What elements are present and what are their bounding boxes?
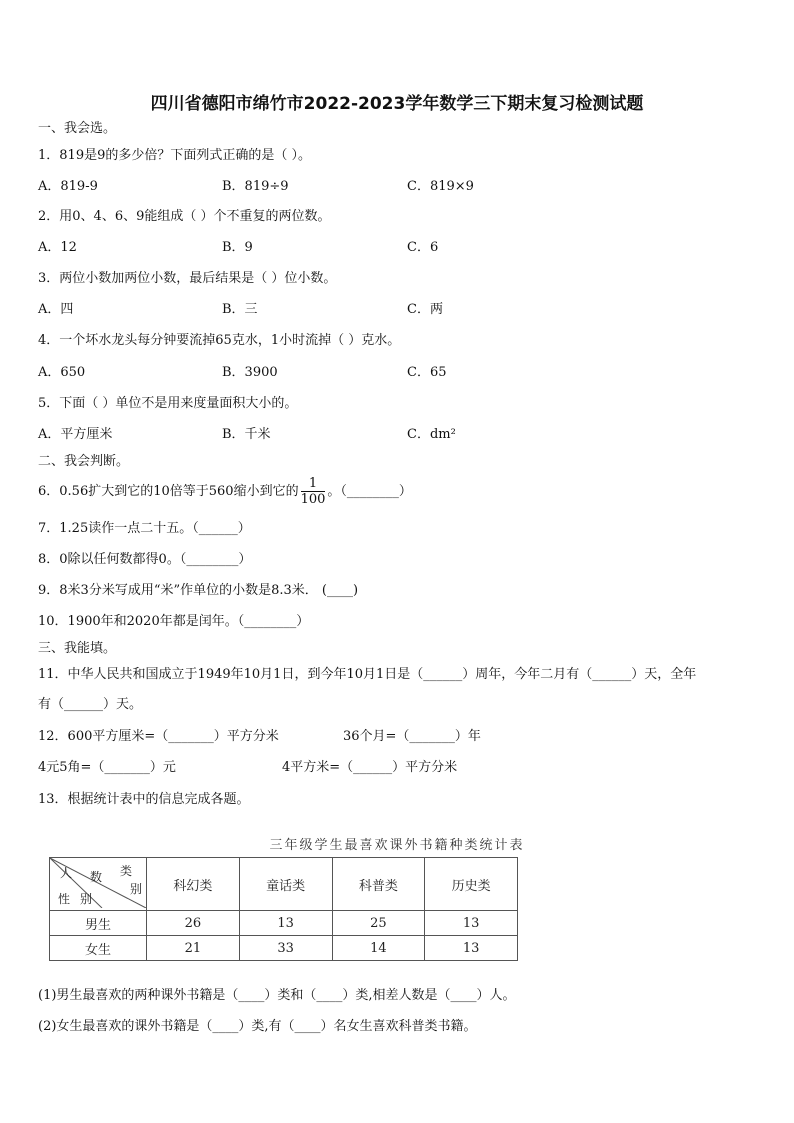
fraction-denominator: 100 <box>300 492 326 507</box>
fraction <box>301 476 326 507</box>
table-cell: 21 <box>147 936 240 961</box>
q6-text: 6．0.56扩大到它的10倍等于560缩小到它的 <box>38 484 299 499</box>
question-10: 10．1900年和2020年都是闰年。（________） <box>38 614 310 629</box>
diag-label-gender: 性 <box>58 892 71 906</box>
question-8: 8．0除以任何数都得0。（________） <box>38 552 252 567</box>
question-12-part2: 36个月=（_______）年 <box>343 729 481 744</box>
question-1: 1．819是9的多少倍？下面列式正确的是（ ）。 <box>38 148 311 163</box>
diag-label-type-suffix: 别 <box>130 882 143 896</box>
statistics-table <box>49 857 518 961</box>
page-title: 四川省德阳市绵竹市2022-2023学年数学三下期末复习检测试题 <box>150 94 644 114</box>
diag-label-gender-suffix: 别 <box>80 892 93 906</box>
q4-option-c: C．65 <box>407 365 447 380</box>
q2-option-a: A．12 <box>38 240 77 255</box>
column-header: 童话类 <box>239 858 332 911</box>
section-heading-fill: 三、我能填。 <box>38 641 117 656</box>
question-3: 3．两位小数加两位小数，最后结果是（ ）位小数。 <box>38 271 337 286</box>
q4-option-b: B．3900 <box>222 365 278 380</box>
question-7: 7．1.25读作一点二十五。（______） <box>38 521 251 536</box>
diagonal-header-cell <box>50 858 147 911</box>
question-11-line2: 有（______）天。 <box>38 697 143 712</box>
table-cell: 26 <box>147 911 240 936</box>
q6-answer-blank: 。（________） <box>327 484 412 499</box>
diag-label-type: 类 <box>120 864 133 878</box>
diag-label-person: 人 <box>60 866 73 880</box>
q5-option-a: A．平方厘米 <box>38 427 113 442</box>
question-12-part3: 4元5角=（_______）元 <box>38 760 176 775</box>
q2-option-c: C．6 <box>407 240 439 255</box>
table-cell: 33 <box>239 936 332 961</box>
table-cell: 14 <box>332 936 425 961</box>
column-header: 科幻类 <box>147 858 240 911</box>
q1-option-a: A．819-9 <box>38 179 98 194</box>
question-13: 13．根据统计表中的信息完成各题。 <box>38 792 250 807</box>
diag-label-count: 数 <box>90 870 103 884</box>
table-row <box>50 936 518 961</box>
q5-option-c: C．dm² <box>407 427 456 442</box>
fraction-numerator: 1 <box>301 476 326 492</box>
question-13-sub1: (1)男生最喜欢的两种课外书籍是（____）类和（____）类,相差人数是（____）人。 <box>38 988 516 1003</box>
column-header: 历史类 <box>425 858 518 911</box>
table-caption: 三年级学生最喜欢课外书籍种类统计表 <box>269 838 525 853</box>
table-row <box>50 911 518 936</box>
q4-option-a: A．650 <box>38 365 86 380</box>
q3-option-a: A．四 <box>38 302 74 317</box>
q1-option-b: B．819÷9 <box>222 179 289 194</box>
q5-option-b: B．千米 <box>222 427 271 442</box>
column-header: 科普类 <box>332 858 425 911</box>
table-cell: 13 <box>425 936 518 961</box>
row-label: 女生 <box>50 936 147 961</box>
q3-option-c: C．两 <box>407 302 443 317</box>
table-cell: 13 <box>425 911 518 936</box>
question-12-part1: 12．600平方厘米=（_______）平方分米 <box>38 729 279 744</box>
section-heading-choice: 一、我会选。 <box>38 121 117 136</box>
question-6 <box>38 474 412 510</box>
table-cell: 13 <box>239 911 332 936</box>
question-13-sub2: (2)女生最喜欢的课外书籍是（____）类,有（____）名女生喜欢科普类书籍。 <box>38 1019 477 1034</box>
question-5: 5．下面（ ）单位不是用来度量面积大小的。 <box>38 396 298 411</box>
question-4: 4．一个坏水龙头每分钟要流掉65克水，1小时流掉（ ）克水。 <box>38 333 401 348</box>
question-2: 2．用0、4、6、9能组成（ ）个不重复的两位数。 <box>38 209 331 224</box>
table-header-row <box>50 858 518 911</box>
question-12-part4: 4平方米=（______）平方分米 <box>282 760 458 775</box>
q3-option-b: B．三 <box>222 302 258 317</box>
q2-option-b: B．9 <box>222 240 253 255</box>
table-cell: 25 <box>332 911 425 936</box>
q1-option-c: C．819×9 <box>407 179 474 194</box>
section-heading-judge: 二、我会判断。 <box>38 454 130 469</box>
question-11-line1: 11．中华人民共和国成立于1949年10月1日，到今年10月1日是（______）周年，今年二月有（______）天，全年 <box>38 667 697 682</box>
question-9: 9．8米3分米写成用“米”作单位的小数是8.3米． (____) <box>38 583 359 598</box>
row-label: 男生 <box>50 911 147 936</box>
